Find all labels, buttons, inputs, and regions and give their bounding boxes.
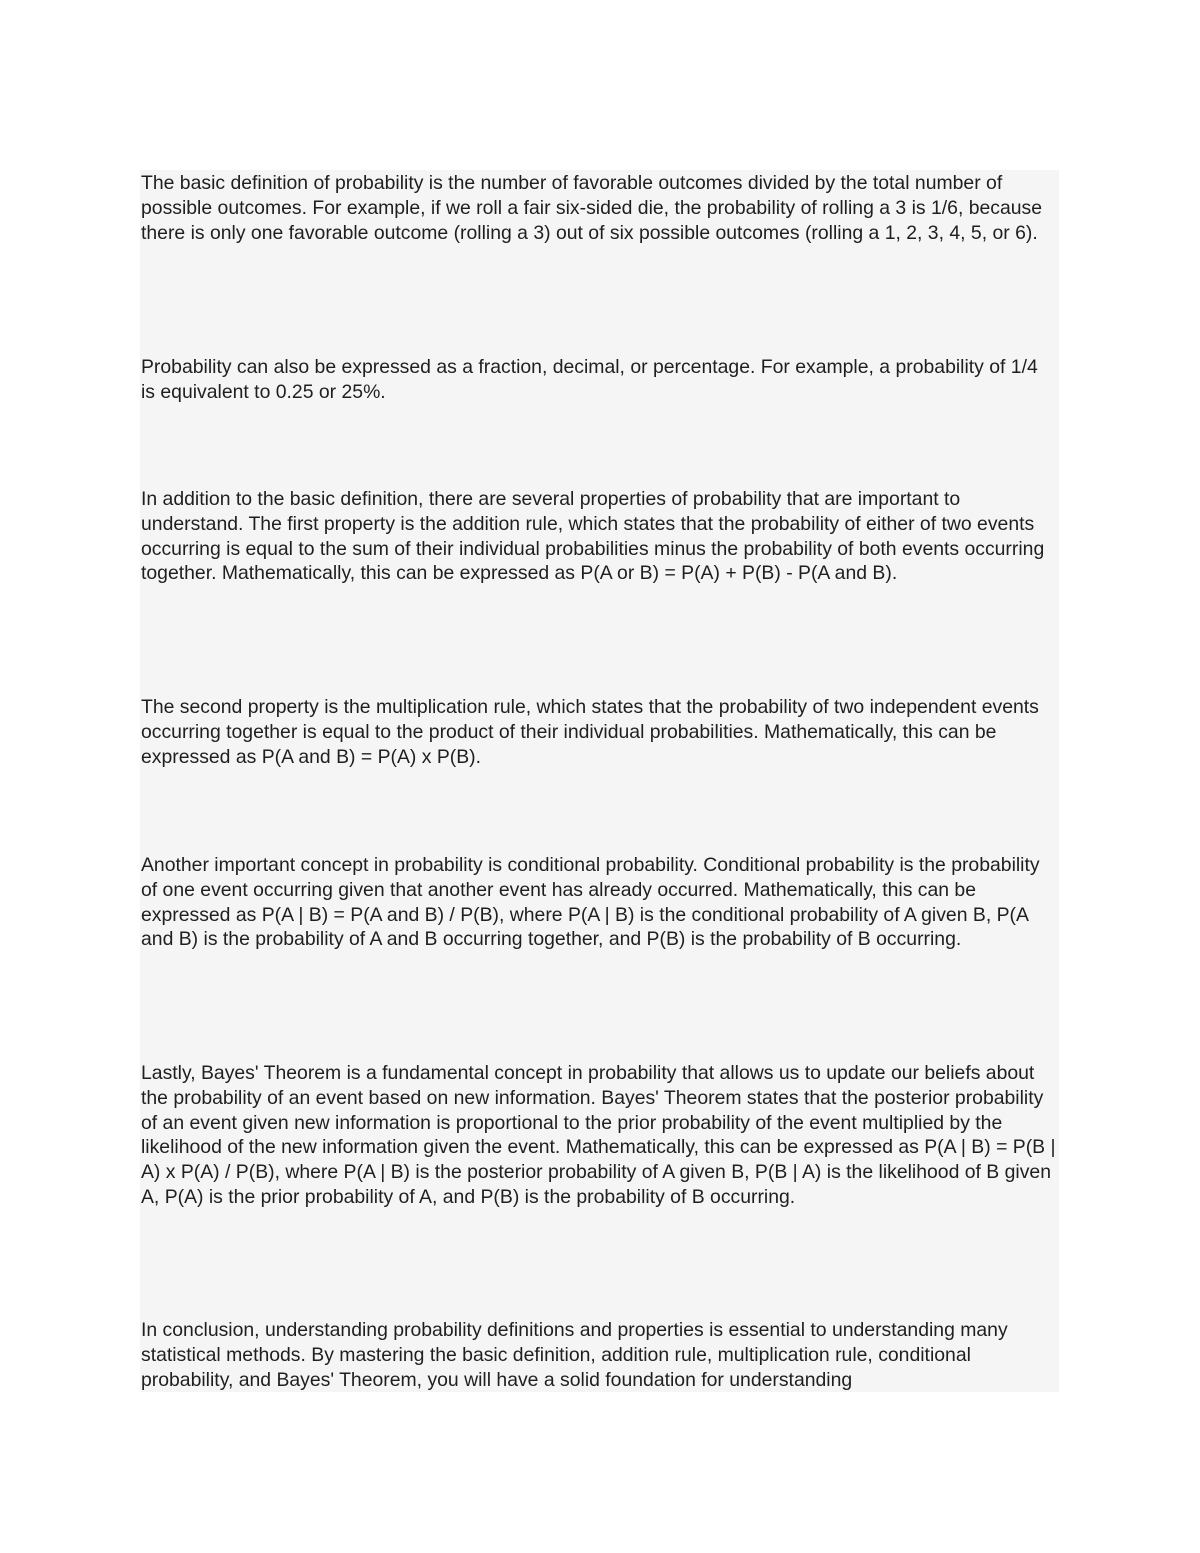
paragraph-fraction-decimal-percentage: Probability can also be expressed as a fraction, decimal, or percentage. For example, a probability of 1/4 is equivalent to 0.25 or 25%. — [141, 356, 1038, 403]
paragraph-multiplication-rule: The second property is the multiplication rule, which states that the probability of two independent events occurring together is equal to the product of their individual probabilities. Mathematically, this can be expressed as P(A and B) = P(A) x P(B). — [141, 696, 1039, 768]
paragraph-addition-rule: In addition to the basic definition, there are several properties of probability that are important to understand. The first property is the addition rule, which states that the probability of either of two events occurring is equal to the sum of their individual probabilities minus the probability of both events occurring together. Mathematically, this can be expressed as P(A or B) = P(A) + P(B) - P(A and B). — [141, 488, 1045, 585]
paragraph-bayes-theorem: Lastly, Bayes' Theorem is a fundamental concept in probability that allows us to update our beliefs about the probability of an event based on new information. Bayes' Theorem states that the posterior probability of an event given new information is proportional to the prior probability of the event multiplied by the likelihood of the new information given the event. Mathematically, this can be expressed as P(A | B) = P(B | A) x P(A) / P(B), where P(A | B) is the posterior probability of A given B, P(B | A) is the likelihood of B given A, P(A) is the prior probability of A, and P(B) is the probability of B occurring. — [141, 1062, 1056, 1208]
text-content-block — [140, 170, 1059, 1392]
paragraph-conclusion: In conclusion, understanding probability definitions and properties is essential to understanding many statistical methods. By mastering the basic definition, addition rule, multiplication rule, conditional probability, and Bayes' Theorem, you will have a solid foundation for understanding — [141, 1319, 1008, 1391]
paragraph-conditional-probability: Another important concept in probability is conditional probability. Conditional probability is the probability of one event occurring given that another event has already occurred. Mathematically, this can be expressed as P(A | B) = P(A and B) / P(B), where P(A | B) is the conditional probability of A given B, P(A and B) is the probability of A and B occurring together, and P(B) is the probability of B occurring. — [141, 854, 1040, 951]
paragraph-basic-definition: The basic definition of probability is the number of favorable outcomes divided by the total number of possible outcomes. For example, if we roll a fair six-sided die, the probability of rolling a 3 is 1/6, because there is only one favorable outcome (rolling a 3) out of six possible outcomes (rolling a 1, 2, 3, 4, 5, or 6). — [141, 172, 1043, 244]
